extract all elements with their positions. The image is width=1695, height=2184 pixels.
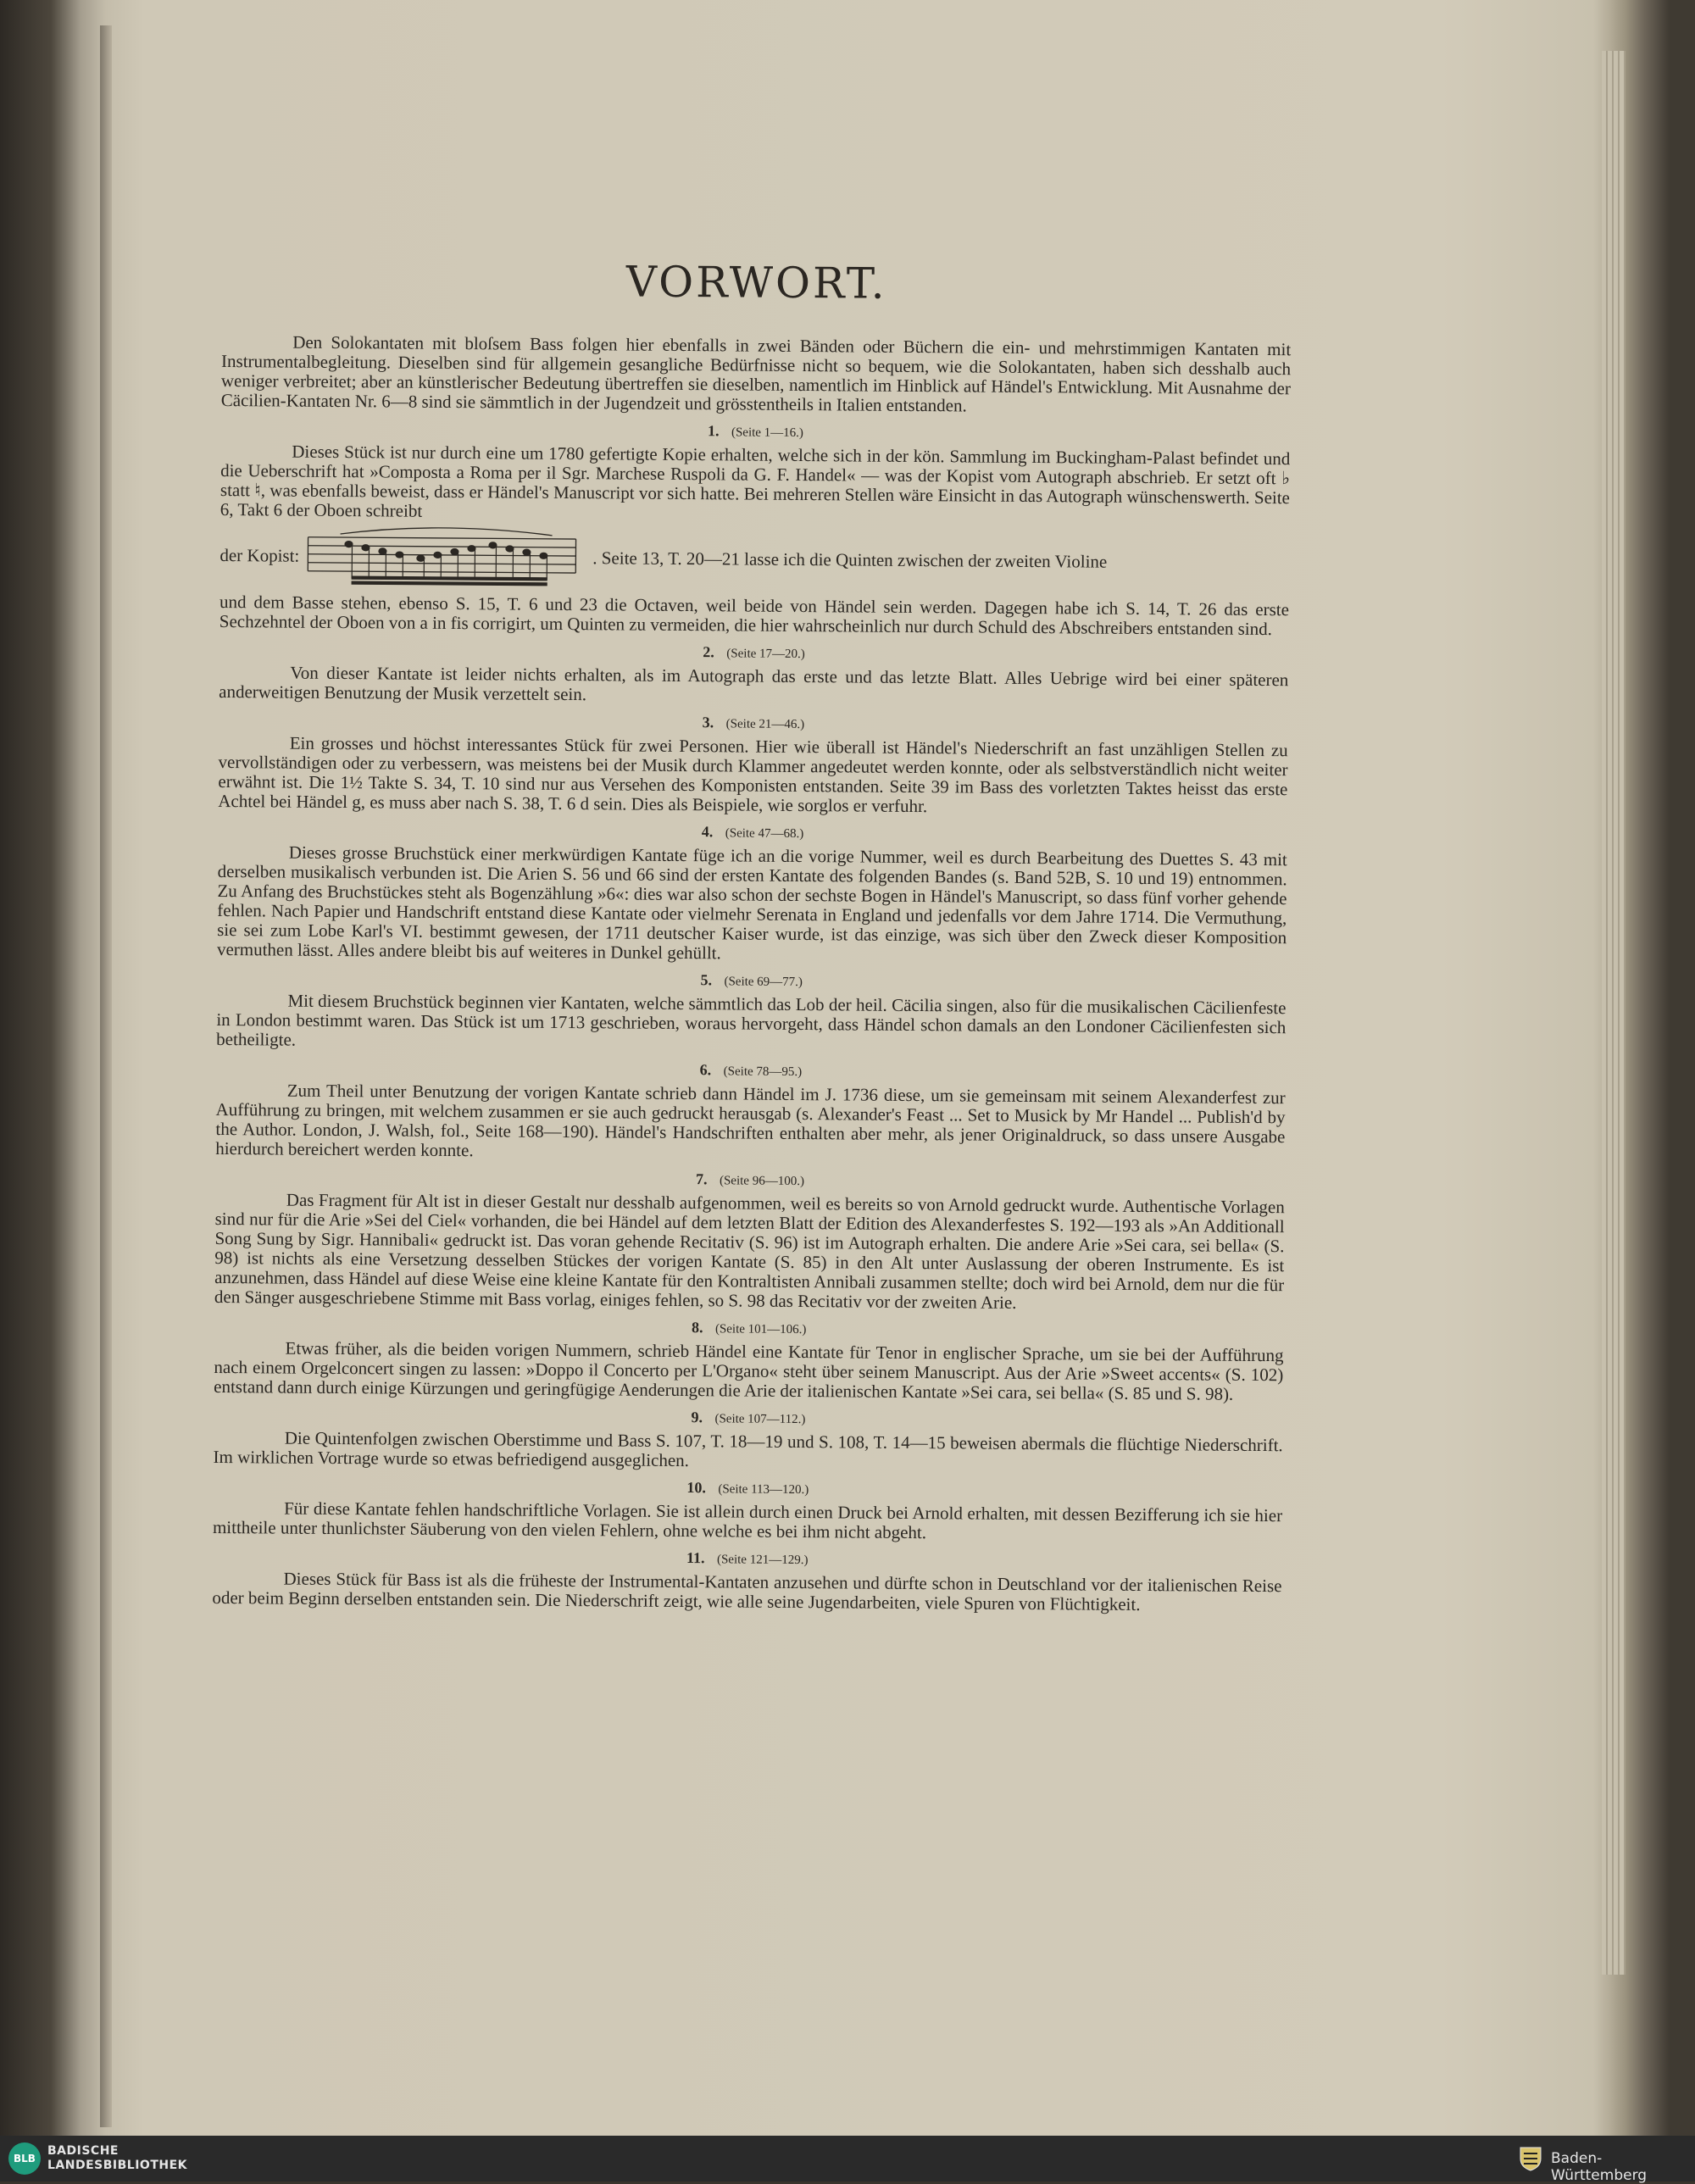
section-pages: (Seite 121—129.) xyxy=(717,1553,809,1567)
section-number: 10. xyxy=(686,1479,706,1496)
section-pages: (Seite 107—112.) xyxy=(714,1412,805,1426)
section-text: Dieses Stück für Bass ist als die früheste der Instrumental-Kantaten anzusehen und dürfte schon in Deutschland vor der italienischen Reise oder beim Beginn derselben entstanden sein. Die Niederschrift zeigt, wie alle seine Jugendarbeiten, viele Spuren von Flüchtigkeit. xyxy=(212,1569,1281,1615)
section-heading xyxy=(219,710,1288,736)
section-text: Dieses grosse Bruchstück einer merkwürdigen Kantate füge ich an die vorige Nummer, weil es durch Bearbeitung des Duettes S. 43 mit derselben musikalisch verbunden ist. Die Arien S. 56 und 66 sind der ersten Kantate des folgenden Bandes (s. Band 52B, S. 10 und 19) entnommen. Zu Anfang des Bruchstückes steht als Bogenzählung »6«: dies war also schon der sechste Bogen in Händel's Manuscript, so dass fünf vorher gehende fehlen. Nach Papier und Handschrift entstand diese Kantate oder vielmehr Serenata in England und jedenfalls vor dem Jahre 1714. Die Vermuthung, sie sei zum Lobe Karl's VI. bestimmt gewesen, der 1711 deutscher Kaiser wurde, ist das einzige, was sich über den Zweck dieser Komposition vermuthen lässt. Alles andere bleibt bis auf weiteres in Dunkel gehüllt. xyxy=(217,842,1287,967)
section-heading xyxy=(213,1475,1282,1501)
document-page xyxy=(212,254,1292,1615)
section-heading xyxy=(214,1405,1283,1431)
section-number: 4. xyxy=(702,823,714,840)
viewer-footer-bar xyxy=(0,2136,1695,2181)
section-number: 3. xyxy=(703,714,714,731)
section-heading xyxy=(217,968,1287,993)
section-pages: (Seite 47—68.) xyxy=(725,826,804,841)
section-text: Ein grosses und höchst interessantes Stück für zwei Personen. Hier wie überall ist Händel's Niederschrift an fast unzähligen Stellen zu vervollständigen oder zu verbessern, was meistens bei der Musik durch Klammer angedeutet werden konnte, oder als selbstverständlich nicht weiter erwähnt ist. Die 1½ Takte S. 34, T. 10 sind nur aus Versehen des Komponisten entstanden. Seite 39 im Bass des vorletzten Taktes heisst das erste Achtel bei Händel g, es muss aber nach S. 38, T. 6 d sein. Dies als Beispiele, wie sorglos er verfuhr. xyxy=(218,733,1288,819)
music-follow-text: . Seite 13, T. 20—21 lasse ich die Quinten zwischen der zweiten Violine xyxy=(592,547,1107,572)
section-heading xyxy=(220,419,1290,444)
section-pages: (Seite 17—20.) xyxy=(726,647,805,661)
section-heading xyxy=(220,640,1289,665)
section-heading xyxy=(215,1167,1285,1192)
section-pages: (Seite 96—100.) xyxy=(720,1174,804,1188)
section-pages: (Seite 101—106.) xyxy=(715,1322,807,1337)
library-name-line2: LANDESBIBLIOTHEK xyxy=(47,2159,187,2173)
section-number: 6. xyxy=(700,1061,712,1078)
section-text: Für diese Kantate fehlen handschriftliche Vorlagen. Sie ist allein durch einen Druck bei Arnold erhalten, mit dessen Bezifferung ich sie hier mittheile unter thunlichster Säuberung von den vielen Fehlern, ohne welche es bei ihm nicht abgeht. xyxy=(213,1498,1282,1545)
section-text: Dieses Stück ist nur durch eine um 1780 gefertigte Kopie erhalten, welche sich in der kön. Sammlung im Buckingham-Palast befindet und die Ueberschrift hat »Composta a Roma per il Sgr. Marchese Ruspoli da G. F. Handel« — was der Kopist vom Autograph abschrieb. Er setzt oft ♭ statt ♮, was ebenfalls beweist, dass er Händel's Manuscript vor sich hatte. Bei mehreren Stellen wäre Einsicht in das Autograph wünschenswerth. Seite 6, Takt 6 der Oboen schreibt xyxy=(220,442,1291,527)
page-title: VORWORT. xyxy=(222,254,1292,311)
section-text: Das Fragment für Alt ist in dieser Gestalt nur desshalb aufgenommen, weil es bereits so von Arnold gedruckt wurde. Authentische Vorlagen sind nur für die Arie »Sei del Ciel« vorhanden, die bei Händel auf dem letzten Blatt der Edition des Alexanderfestes S. 192—193 als »An Additionall Song Sung by Sigr. Hannibali« gedruckt ist. Das voran gehende Recitativ (S. 96) ist im Autograph erhalten. Die andere Arie »Sei cara, sei bella« (S. 98) ist nichts als eine Versetzung desselben Stückes der vorigen Kantate (S. 85) in den Alt unter Auslassung der oberen Instrumente. Es ist anzunehmen, dass Händel auf diese Weise eine kleine Kantate für den Kontraltisten Annibali zusammen stellte; doch wird bei Arnold, dem nur die für den Sänger ausgeschriebene Stimme mit Bass vorlag, einiges fehlen, so S. 98 das Recitativ vor der zweiten Arie. xyxy=(214,1190,1285,1314)
section-number: 11. xyxy=(686,1549,705,1566)
section-text: Von dieser Kantate ist leider nichts erhalten, als im Autograph das erste und das letzte Blatt. Alles Uebrige wird bei einer späteren anderweitigen Benutzung der Musik verzettelt sein. xyxy=(219,663,1288,709)
section-number: 2. xyxy=(703,643,714,660)
music-lead-text: der Kopist: xyxy=(220,544,299,566)
library-name[interactable] xyxy=(47,2144,187,2173)
section-text: Zum Theil unter Benutzung der vorigen Kantate schrieb dann Händel im J. 1736 diese, um sie gemeinsam mit seinem Alexanderfest zur Aufführung zu bringen, mit welchem zusammen er sie auch gedruckt herausgab (s. Alexander's Feast ... Set to Musick by Mr Handel ... Publish'd by the Author. London, J. Walsh, fol., Seite 168—190). Händel's Handschriften enthalten aber mehr, als jener Originaldruck, so dass unsere Ausgabe hierdurch bereichert werden konnte. xyxy=(215,1081,1286,1166)
section-pages: (Seite 78—95.) xyxy=(724,1064,803,1079)
binding-edge xyxy=(100,25,112,2127)
section-text: Etwas früher, als die beiden vorigen Nummern, schrieb Händel eine Kantate für Tenor in englischer Sprache, um sie bei der Aufführung nach einem Orgelconcert singen zu lassen: »Doppo il Concerto per L'Organo« steht über seinem Manuscript. Aus der Arie »Sweet accents« (S. 102) entstand dann durch einige Kürzungen und geringfügige Aenderungen die Arie der italienischen Kantate »Sei cara, sei bella« (S. 85 und S. 98). xyxy=(214,1338,1283,1404)
music-notation-excerpt xyxy=(306,525,578,588)
section-heading xyxy=(216,1058,1286,1083)
section-heading xyxy=(218,820,1287,845)
section-number: 5. xyxy=(700,971,712,988)
section-text: Die Quintenfolgen zwischen Oberstimme und Bass S. 107, T. 18—19 und S. 108, T. 14—15 beweisen abermals die flüchtige Niederschrift. Im wirklichen Vortrage wurde so etwas befriedigend ausgeglichen. xyxy=(214,1428,1283,1475)
library-name-line1: BADISCHE xyxy=(47,2144,187,2159)
intro-paragraph: Den Solokantaten mit bloſsem Bass folgen hier ebenfalls in zwei Bänden oder Büchern die ein- und mehrstimmigen Kantaten mit Instrumentalbegleitung. Dieselben sind für allgemein gesangliche Bedürfnisse nicht so bequem, wie die Solokantaten, haben sich desshalb auch weniger verbreitet; aber an künstlerischer Bedeutung übertreffen sie dieselben, namentlich im Hinblick auf Händel's Entwicklung. Mit Ausnahme der Cäcilien-Kantaten Nr. 6—8 sind sie sämmtlich in der Jugendzeit und grösstentheils in Italien entstanden. xyxy=(221,332,1292,418)
baden-wuerttemberg-crest-icon[interactable] xyxy=(1517,2145,1544,2172)
blb-logo-icon[interactable]: BLB xyxy=(8,2142,41,2175)
music-example-line xyxy=(220,525,1289,593)
section-number: 9. xyxy=(691,1409,703,1425)
section-text: Mit diesem Bruchstück beginnen vier Kantaten, welche sämmtlich das Lob der heil. Cäcilia singen, also für die musikalischen Cäcilienfeste in London bestimmt waren. Das Stück ist um 1713 geschrieben, woraus hervorgeht, dass Händel schon damals an den Londoner Cäcilienfesten sich betheiligte. xyxy=(216,991,1286,1057)
stacked-page-edges xyxy=(1602,51,1626,1975)
section-pages: (Seite 1—16.) xyxy=(731,425,803,440)
section-number: 8. xyxy=(692,1319,703,1336)
section-heading xyxy=(213,1546,1282,1571)
section-number: 1. xyxy=(708,422,720,439)
section-heading xyxy=(214,1315,1284,1341)
section-pages: (Seite 69—77.) xyxy=(724,975,803,989)
section-pages: (Seite 113—120.) xyxy=(718,1482,809,1497)
section-text-continued: und dem Basse stehen, ebenso S. 15, T. 6 und 23 die Octaven, weil beide von Händel sein werden. Dagegen habe ich S. 14, T. 26 das erste Sechzehntel der Oboen von a in fis corrigirt, um Quinten zu vermeiden, die hier wahrscheinlich nur durch Schuld des Abschreibers entstanden sind. xyxy=(220,592,1289,639)
section-number: 7. xyxy=(696,1170,708,1187)
section-pages: (Seite 21—46.) xyxy=(726,717,805,731)
state-name[interactable]: Baden-Württemberg xyxy=(1551,2150,1695,2184)
